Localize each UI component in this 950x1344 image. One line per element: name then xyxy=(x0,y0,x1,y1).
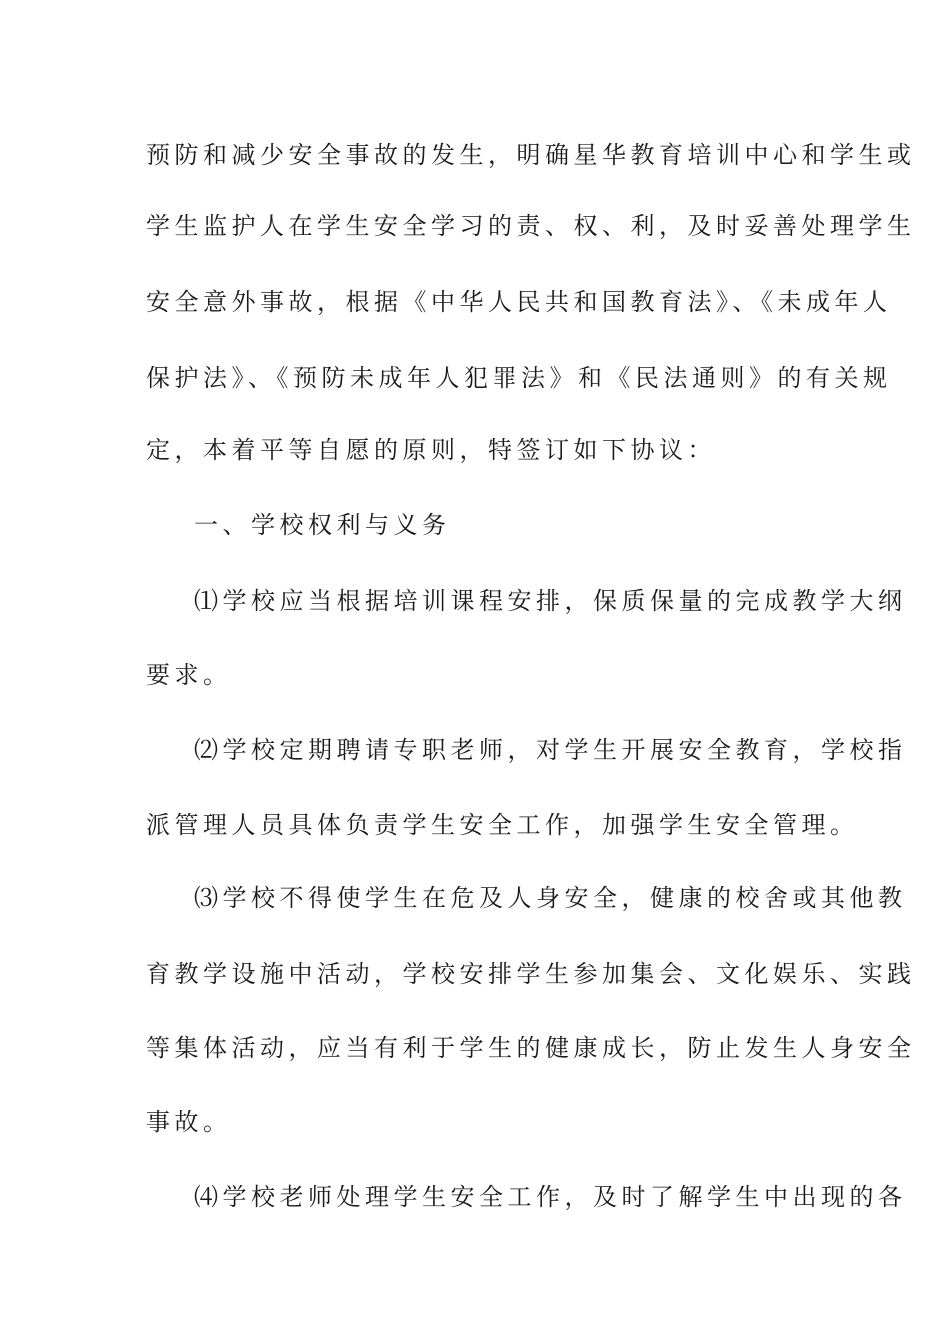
body-text-line: 安全意外事故，根据《中华人民共和国教育法》、《未成年人 xyxy=(146,288,892,316)
body-text-line: 派管理人员具体负责学生安全工作，加强学生安全管理。 xyxy=(146,811,859,839)
body-text-line: 保护法》、《预防未成年人犯罪法》和《民法通则》的有关规 xyxy=(146,364,892,392)
body-text-line: 学生监护人在学生安全学习的责、权、利，及时妥善处理学生 xyxy=(146,212,916,240)
body-text-line: 等集体活动，应当有利于学生的健康成长，防止发生人身安全 xyxy=(146,1034,916,1062)
clause-paragraph: ⑷学校老师处理学生安全工作，及时了解学生中出现的各 xyxy=(194,1183,907,1211)
clause-paragraph: ⑵学校定期聘请专职老师，对学生开展安全教育，学校指 xyxy=(194,736,907,764)
section-heading: 一、学校权利与义务 xyxy=(194,511,451,539)
body-text-line: 预防和减少安全事故的发生，明确星华教育培训中心和学生或 xyxy=(146,141,916,169)
body-text-line: 事故。 xyxy=(146,1108,232,1136)
body-text-line: 定，本着平等自愿的原则，特签订如下协议： xyxy=(146,436,716,464)
body-text-line: 要求。 xyxy=(146,661,232,689)
clause-paragraph: ⑴学校应当根据培训课程安排，保质保量的完成教学大纲 xyxy=(194,587,907,615)
clause-paragraph: ⑶学校不得使学生在危及人身安全，健康的校舍或其他教 xyxy=(194,884,907,912)
body-text-line: 育教学设施中活动，学校安排学生参加集会、文化娱乐、实践 xyxy=(146,960,916,988)
